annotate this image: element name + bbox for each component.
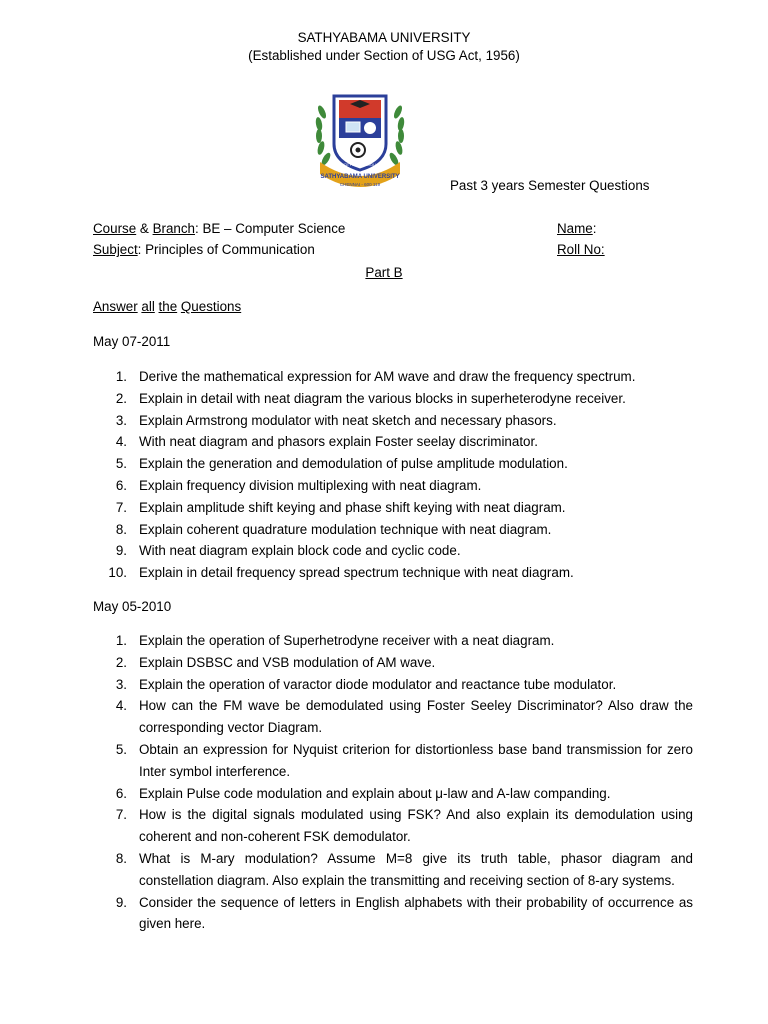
question-text: Consider the sequence of letters in English alphabets with their probability of occurrence as given here. <box>139 894 693 932</box>
question-number: 4. <box>115 434 127 450</box>
question-text: With neat diagram explain block code and cyclic code. <box>139 543 461 559</box>
question-text: What is M-ary modulation? Assume M=8 give its truth table, phasor diagram and constellation diagram. Also explain the transmitting and receiving section of 8-ary systems. <box>139 850 693 888</box>
branch-label: Branch <box>152 221 196 236</box>
subject-line <box>93 242 315 257</box>
question-number: 2. <box>115 390 127 406</box>
question-number: 3. <box>115 676 127 692</box>
question-item <box>93 804 693 848</box>
question-text: Explain the operation of varactor diode modulator and reactance tube modulator. <box>139 676 617 692</box>
question-item <box>93 388 693 410</box>
question-item <box>93 410 693 432</box>
question-item <box>93 674 693 696</box>
question-item <box>93 695 693 739</box>
question-text: Explain in detail with neat diagram the various blocks in superheterodyne receiver. <box>139 390 626 406</box>
course-value: : BE – Computer Science <box>195 221 346 236</box>
question-text: How can the FM wave be demodulated using Foster Seeley Discriminator? Also draw the corresponding vector Diagram. <box>139 698 693 736</box>
question-item <box>93 848 693 892</box>
name-colon: : <box>592 221 597 236</box>
question-number: 2. <box>115 654 127 670</box>
ampersand: & <box>139 221 149 236</box>
question-item <box>93 562 693 584</box>
question-text: Explain the generation and demodulation of pulse amplitude modulation. <box>139 456 568 472</box>
subtitle: Past 3 years Semester Questions <box>450 178 650 193</box>
svg-text:SATHYABAMA UNIVERSITY: SATHYABAMA UNIVERSITY <box>320 174 400 180</box>
question-number: 7. <box>115 499 127 515</box>
question-item <box>93 652 693 674</box>
question-number: 6. <box>115 477 127 493</box>
question-item <box>93 453 693 475</box>
question-item <box>93 892 693 936</box>
question-item <box>93 540 693 562</box>
university-name: SATHYABAMA UNIVERSITY <box>297 30 471 45</box>
question-text: Explain Pulse code modulation and explain about μ-law and A-law companding. <box>139 785 611 801</box>
question-text: Explain DSBSC and VSB modulation of AM wave. <box>139 654 436 670</box>
svg-text:CHENNAI - 600 119: CHENNAI - 600 119 <box>339 182 381 187</box>
question-text: With neat diagram and phasors explain Foster seelay discriminator. <box>139 434 538 450</box>
question-item <box>93 739 693 783</box>
instruction-word-2: all <box>141 299 155 314</box>
question-item <box>93 475 693 497</box>
question-number: 6. <box>115 785 127 801</box>
question-list-2011 <box>93 366 693 584</box>
question-number: 10. <box>108 565 127 581</box>
question-item <box>93 497 693 519</box>
name-label: Name <box>557 221 593 236</box>
question-item <box>93 630 693 652</box>
roll-no-label: Roll No: <box>557 242 605 257</box>
question-item <box>93 431 693 453</box>
question-text: Obtain an expression for Nyquist criterion for distortionless base band transmission for zero Inter symbol interference. <box>139 741 693 779</box>
question-text: How is the digital signals modulated using FSK? And also explain its demodulation using coherent and non-coherent FSK demodulator. <box>139 807 693 845</box>
question-number: 5. <box>115 741 127 757</box>
question-number: 4. <box>115 698 127 714</box>
instruction-word-1: Answer <box>93 299 138 314</box>
section-heading-2010: May 05-2010 <box>93 599 172 614</box>
question-number: 7. <box>115 807 127 823</box>
instruction <box>93 299 241 314</box>
established-line: (Established under Section of USG Act, 1956) <box>248 48 520 63</box>
course-branch-line <box>93 221 345 236</box>
instruction-word-3: the <box>158 299 178 314</box>
question-number: 8. <box>115 850 127 866</box>
subject-value: : Principles of Communication <box>137 242 315 257</box>
subject-label: Subject <box>93 242 138 257</box>
question-text: Explain amplitude shift keying and phase shift keying with neat diagram. <box>139 499 566 515</box>
question-number: 5. <box>115 456 127 472</box>
question-text: Explain Armstrong modulator with neat sketch and necessary phasors. <box>139 412 557 428</box>
question-number: 8. <box>115 521 127 537</box>
question-text: Explain the operation of Superhetrodyne receiver with a neat diagram. <box>139 633 555 648</box>
question-text: Explain frequency division multiplexing with neat diagram. <box>139 477 482 493</box>
section-heading-2011: May 07-2011 <box>93 334 171 349</box>
course-label: Course <box>93 221 137 236</box>
question-item <box>93 519 693 541</box>
question-number: 9. <box>115 543 127 559</box>
question-number: 1. <box>115 633 127 648</box>
question-number: 1. <box>115 369 127 384</box>
question-text: Explain in detail frequency spread spectrum technique with neat diagram. <box>139 565 574 581</box>
instruction-word-4: Questions <box>180 299 242 314</box>
svg-text:JUSTICE PEACE REVOLUTION: JUSTICE PEACE REVOLUTION <box>333 163 387 167</box>
question-text: Explain coherent quadrature modulation technique with neat diagram. <box>139 521 552 537</box>
question-text: Derive the mathematical expression for AM wave and draw the frequency spectrum. <box>139 369 636 384</box>
question-item <box>93 366 693 388</box>
name-line <box>557 221 596 236</box>
question-number: 9. <box>115 894 127 910</box>
question-item <box>93 783 693 805</box>
question-list-2010 <box>93 630 693 935</box>
part-heading: Part B <box>365 265 403 280</box>
university-crest-icon <box>312 82 408 194</box>
question-number: 3. <box>115 412 127 428</box>
